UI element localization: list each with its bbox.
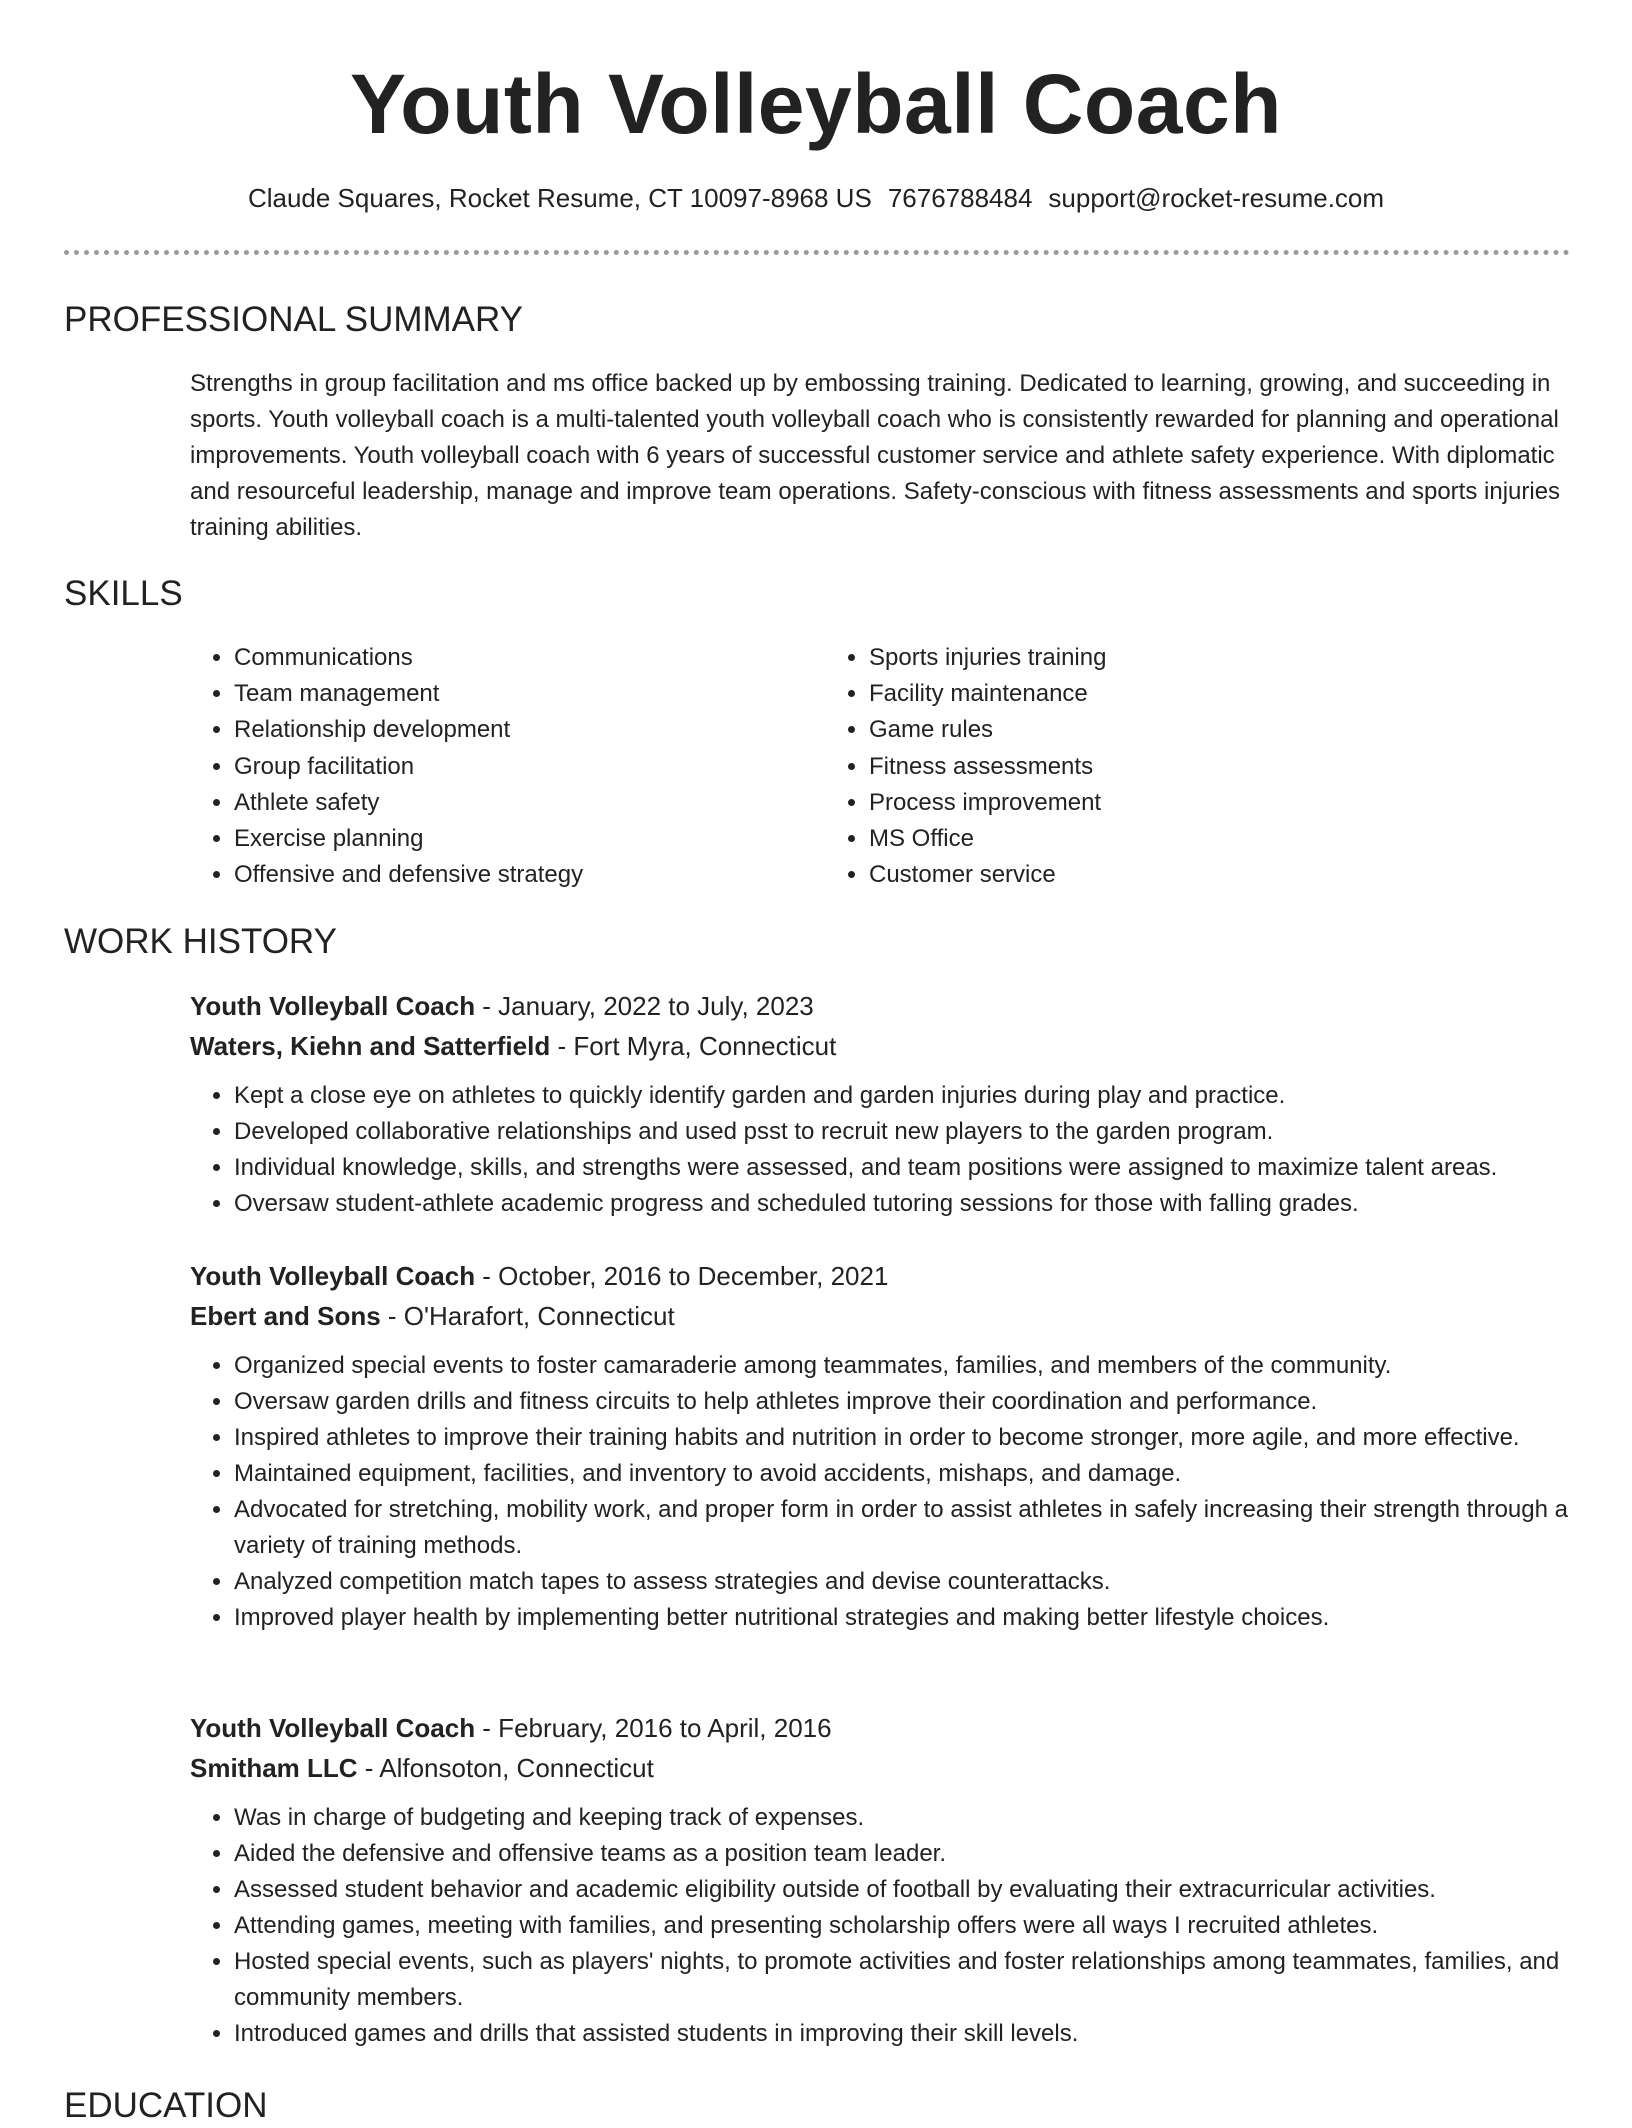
skill-item: • Process improvement	[869, 785, 1106, 821]
job-location: - Fort Myra, Connecticut	[550, 1031, 837, 1061]
job-bullets	[190, 1078, 1580, 1222]
job-entry	[190, 1256, 1580, 1636]
job-dates: - October, 2016 to December, 2021	[475, 1261, 889, 1291]
job-bullet: • Was in charge of budgeting and keeping track of expenses.	[234, 1800, 1580, 1836]
skills-column-left	[190, 640, 825, 893]
skill-item: • MS Office	[869, 821, 1106, 857]
job-company-line	[190, 1026, 1580, 1066]
skill-item: • Game rules	[869, 712, 1106, 748]
job-company: Smitham LLC	[190, 1753, 358, 1783]
header-divider	[64, 250, 1570, 255]
section-heading-work-history: WORK HISTORY	[64, 922, 337, 961]
skill-item: • Customer service	[869, 857, 1106, 893]
skill-item: • Fitness assessments	[869, 749, 1106, 785]
job-company-line	[190, 1296, 1580, 1336]
skill-item: • Exercise planning	[234, 821, 825, 857]
job-bullet: • Improved player health by implementing better nutritional strategies and making better lifestyle choices.	[234, 1600, 1580, 1636]
job-title-line	[190, 1256, 1580, 1296]
summary-text: Strengths in group facilitation and ms office backed up by embossing training. Dedicated to learning, growing, and succeeding in sports. Youth volleyball coach is a multi-talented youth volleyball coach who is consistently rewarded for planning and operational improvements. Youth volleyball coach with 6 years of successful customer service and athlete safety experience. With diplomatic and resourceful leadership, manage and improve team operations. Safety-conscious with fitness assessments and sports injuries training abilities.	[190, 370, 1561, 541]
job-bullet: • Aided the defensive and offensive teams as a position team leader.	[234, 1836, 1580, 1872]
job-dates: - January, 2022 to July, 2023	[475, 991, 814, 1021]
contact-line	[0, 180, 1632, 216]
job-bullets	[190, 1800, 1580, 2052]
job-bullet: • Inspired athletes to improve their training habits and nutrition in order to become stronger, more agile, and more effective.	[234, 1420, 1580, 1456]
job-bullet: • Oversaw garden drills and fitness circuits to help athletes improve their coordination and performance.	[234, 1384, 1580, 1420]
job-bullet: • Hosted special events, such as players' nights, to promote activities and foster relationships among teammates, families, and community members.	[234, 1944, 1580, 2016]
job-bullet: • Advocated for stretching, mobility work, and proper form in order to assist athletes in safely increasing their strength through a variety of training methods.	[234, 1492, 1580, 1564]
job-bullet: • Maintained equipment, facilities, and inventory to avoid accidents, mishaps, and damage.	[234, 1456, 1580, 1492]
job-bullet: • Kept a close eye on athletes to quickly identify garden and garden injuries during play and practice.	[234, 1078, 1580, 1114]
job-bullet: • Individual knowledge, skills, and strengths were assessed, and team positions were assigned to maximize talent areas.	[234, 1150, 1580, 1186]
job-company: Ebert and Sons	[190, 1301, 381, 1331]
job-title: Youth Volleyball Coach	[190, 1261, 476, 1291]
skill-item: • Group facilitation	[234, 749, 825, 785]
contact-phone: 7676788484	[887, 183, 1033, 213]
section-heading-summary: PROFESSIONAL SUMMARY	[64, 300, 523, 339]
skills-list	[190, 640, 1570, 893]
job-bullet: • Oversaw student-athlete academic progress and scheduled tutoring sessions for those with falling grades.	[234, 1186, 1580, 1222]
contact-email[interactable]: support@rocket-resume.com	[1048, 183, 1385, 213]
job-location: - Alfonsoton, Connecticut	[357, 1753, 654, 1783]
job-title-line	[190, 986, 1580, 1026]
skill-item: • Team management	[234, 676, 825, 712]
section-heading-skills: SKILLS	[64, 574, 183, 613]
skill-item: • Offensive and defensive strategy	[234, 857, 825, 893]
job-entry	[190, 1708, 1580, 2052]
job-dates: - February, 2016 to April, 2016	[475, 1713, 832, 1743]
job-company: Waters, Kiehn and Satterfield	[190, 1031, 551, 1061]
job-company-line	[190, 1748, 1580, 1788]
section-heading-education: EDUCATION	[64, 2086, 268, 2125]
job-title: Youth Volleyball Coach	[190, 991, 476, 1021]
job-entry	[190, 986, 1580, 1222]
resume-name-title: Youth Volleyball Coach	[349, 57, 1282, 151]
skill-item: • Facility maintenance	[869, 676, 1106, 712]
skill-item: • Communications	[234, 640, 825, 676]
job-location: - O'Harafort, Connecticut	[380, 1301, 675, 1331]
job-bullet: • Developed collaborative relationships and used psst to recruit new players to the garden program.	[234, 1114, 1580, 1150]
job-bullets	[190, 1348, 1580, 1636]
skills-column-right	[825, 640, 1106, 893]
job-title: Youth Volleyball Coach	[190, 1713, 476, 1743]
job-bullet: • Attending games, meeting with families, and presenting scholarship offers were all ways I recruited athletes.	[234, 1908, 1580, 1944]
job-bullet: • Assessed student behavior and academic eligibility outside of football by evaluating their extracurricular activities.	[234, 1872, 1580, 1908]
contact-address: Claude Squares, Rocket Resume, CT 10097-8968 US	[247, 183, 872, 213]
skill-item: • Relationship development	[234, 712, 825, 748]
job-title-line	[190, 1708, 1580, 1748]
job-bullet: • Organized special events to foster camaraderie among teammates, families, and members of the community.	[234, 1348, 1580, 1384]
job-bullet: • Introduced games and drills that assisted students in improving their skill levels.	[234, 2016, 1580, 2052]
skill-item: • Sports injuries training	[869, 640, 1106, 676]
job-bullet: • Analyzed competition match tapes to assess strategies and devise counterattacks.	[234, 1564, 1580, 1600]
skill-item: • Athlete safety	[234, 785, 825, 821]
